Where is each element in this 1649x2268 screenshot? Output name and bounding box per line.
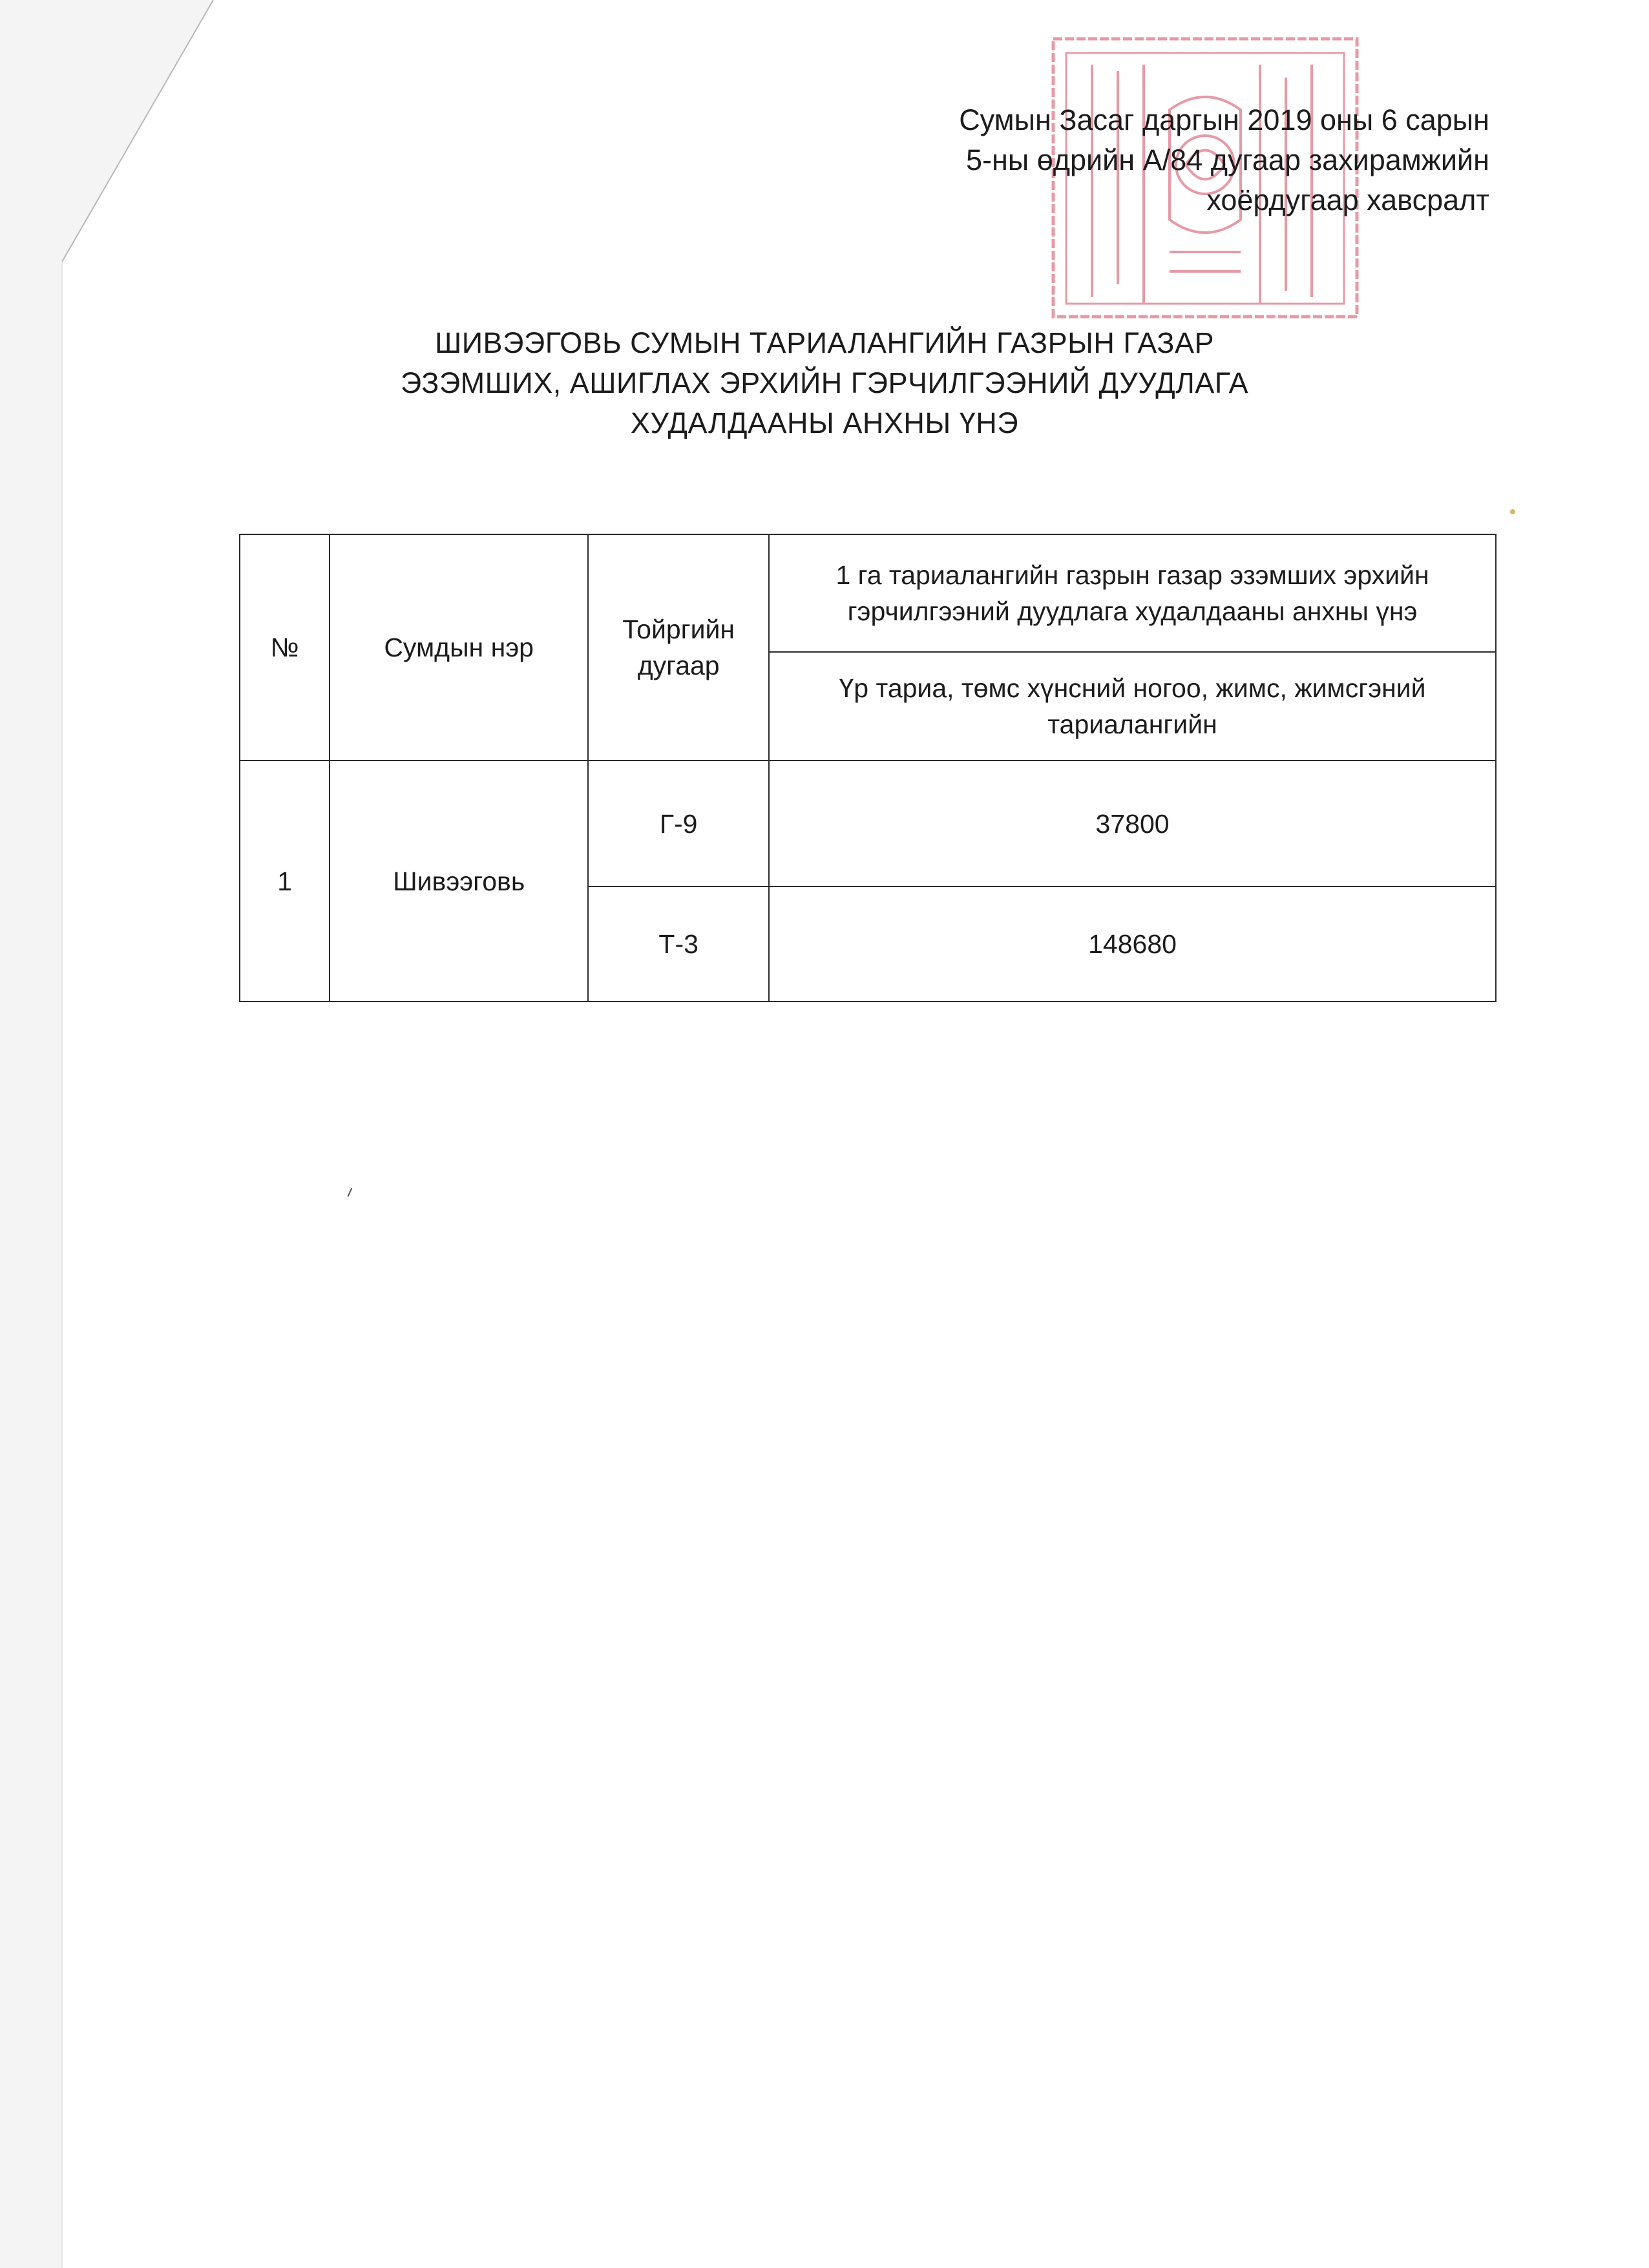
annex-reference bbox=[843, 100, 1489, 220]
header-price-group: 1 га тариалангийн газрын газар эзэмших эрхийн гэрчилгээний дуудлага худалдааны анхны үнэ bbox=[769, 534, 1496, 652]
cell-price: 148680 bbox=[769, 887, 1496, 1002]
scan-mark bbox=[348, 1188, 357, 1199]
table-row bbox=[240, 761, 1496, 887]
annex-line: хоёрдугаар хавсралт bbox=[1206, 184, 1489, 216]
header-number: № bbox=[240, 534, 330, 761]
header-soum-name: Сумдын нэр bbox=[330, 534, 588, 761]
title-line: ЭЗЭМШИХ, АШИГЛАХ ЭРХИЙН ГЭРЧИЛГЭЭНИЙ ДУУДЛАГА bbox=[400, 366, 1249, 399]
cell-number: 1 bbox=[240, 761, 330, 1002]
header-price-sub: Үр тариа, төмс хүнсний ногоо, жимс, жимсгэний тариалангийн bbox=[769, 652, 1496, 761]
cell-district-no: Г-9 bbox=[588, 761, 769, 887]
table-header-row bbox=[240, 534, 1496, 652]
document-title bbox=[0, 323, 1649, 443]
annex-line: Сумын Засаг даргын 2019 оны 6 сарын bbox=[959, 103, 1489, 136]
title-line: ХУДАЛДААНЫ АНХНЫ ҮНЭ bbox=[630, 406, 1019, 439]
cell-district-no: Т-3 bbox=[588, 887, 769, 1002]
scan-speck bbox=[1510, 509, 1515, 514]
title-line: ШИВЭЭГОВЬ СУМЫН ТАРИАЛАНГИЙН ГАЗРЫН ГАЗАР bbox=[434, 326, 1215, 359]
cell-soum-name: Шивээговь bbox=[330, 761, 588, 1002]
auction-price-table bbox=[239, 534, 1497, 1002]
header-district-no: Тойргийн дугаар bbox=[588, 534, 769, 761]
cell-price: 37800 bbox=[769, 761, 1496, 887]
annex-line: 5-ны өдрийн А/84 дугаар захирамжийн bbox=[966, 143, 1489, 176]
